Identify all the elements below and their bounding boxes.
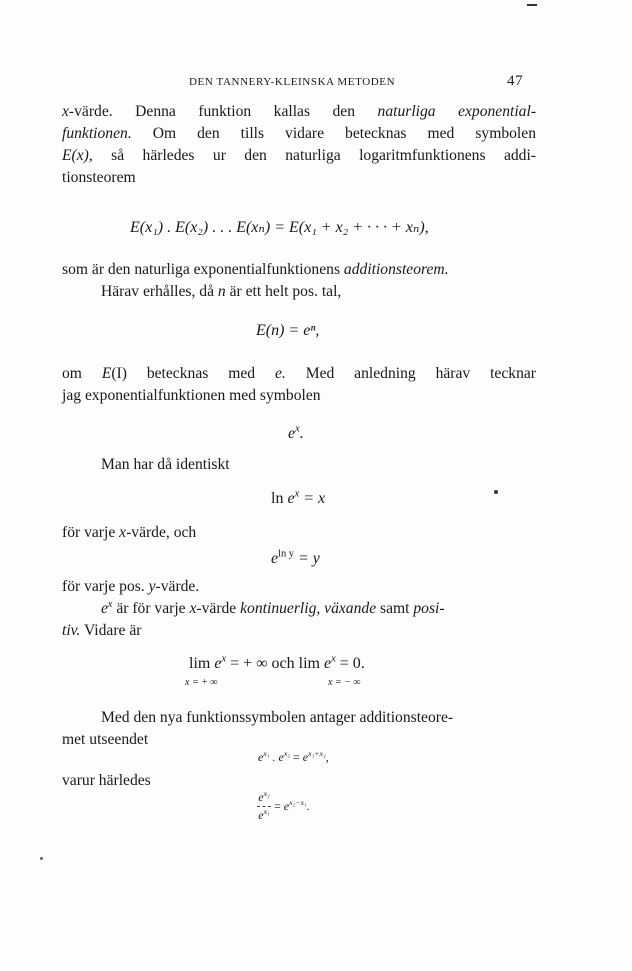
text: Härav erhålles, då <box>101 283 218 300</box>
equals: = <box>290 750 303 764</box>
equation-ex <box>288 425 304 443</box>
top-edge-mark <box>527 4 537 6</box>
paragraph-2-line-2 <box>101 281 575 303</box>
paragraph-1-line-2 <box>62 123 536 145</box>
corner-speck <box>40 857 43 860</box>
equation-product <box>258 750 329 765</box>
text: (I) betecknas med <box>111 365 275 382</box>
equation-limits <box>189 655 365 673</box>
base: e <box>302 750 309 764</box>
base: e <box>214 655 222 672</box>
text: samt <box>376 600 414 617</box>
paragraph-1-line-4: tionsteorem <box>62 169 136 186</box>
base: e <box>258 790 264 804</box>
base: e <box>323 655 332 672</box>
rhs: = 0. <box>335 655 365 672</box>
header-title: DEN TANNERY-KLEINSKA METODEN <box>189 76 396 88</box>
exponent: x₁ <box>263 749 270 758</box>
text: -värde <box>196 600 241 617</box>
exponent: x <box>295 423 300 435</box>
text: så härledes ur den naturliga logaritmfunktionens addi- <box>92 147 536 164</box>
base: e <box>258 808 264 822</box>
text: för varje pos. <box>62 578 149 595</box>
exponent: ln y <box>278 548 294 560</box>
paragraph-9: varur härledes <box>62 772 151 789</box>
lim: lim <box>189 655 215 672</box>
text: är ett helt pos. tal, <box>225 283 342 300</box>
base: e <box>278 750 284 764</box>
paragraph-4: Man har då identiskt <box>101 456 230 473</box>
var-y: y <box>148 578 156 595</box>
equation-e-ln-y <box>271 550 320 568</box>
text: Om den tills vidare betecknas med symbolen <box>131 125 536 142</box>
page-number: 47 <box>507 73 524 89</box>
exponent: x₁ <box>263 807 270 816</box>
base: e <box>288 425 296 442</box>
exponent: x <box>294 488 300 500</box>
tail: . <box>306 799 310 813</box>
ink-speck <box>494 490 498 494</box>
paragraph-3-line-2: jag exponentialfunktionen med symbolen <box>62 387 321 404</box>
text: är för varje <box>112 600 190 617</box>
equation-En: E(n) = eⁿ, <box>256 322 320 339</box>
paragraph-7-line-1 <box>101 598 536 620</box>
equals: = <box>271 799 284 813</box>
var-n: n <box>217 283 226 300</box>
paragraph-3-line-1 <box>62 363 536 385</box>
exponent: x <box>107 598 113 610</box>
text: som är den naturliga exponentialfunktionens <box>62 261 344 278</box>
base: e <box>287 490 295 507</box>
rhs: = y <box>294 550 320 567</box>
text: Vidare är <box>80 622 142 639</box>
base: e <box>258 750 264 764</box>
text: -värde. <box>155 578 200 595</box>
emphasis: naturliga exponential- <box>377 103 537 120</box>
denominator <box>257 808 271 823</box>
exponent: x₂ <box>283 749 290 758</box>
exponent: x₂−x₁ <box>289 798 307 807</box>
limit-subscript-2: x = − ∞ <box>328 677 361 688</box>
text: för varje <box>62 524 120 541</box>
tail: . <box>299 425 304 442</box>
var-x: x <box>119 524 127 541</box>
equation-ln-ex <box>271 490 325 508</box>
base: e <box>283 799 290 813</box>
emphasis: kontinuerlig, växande <box>240 600 377 617</box>
text: -värde. Denna funktion kallas den <box>68 103 378 120</box>
text: -värde, och <box>126 524 197 541</box>
emphasis: tiv. <box>62 622 81 639</box>
paragraph-1-line-1 <box>62 101 536 123</box>
numerator <box>257 790 271 805</box>
exponent: x <box>221 653 227 665</box>
symbol-e: e <box>101 600 108 617</box>
emphasis: posi- <box>413 600 445 617</box>
text: om <box>62 365 102 382</box>
base: e <box>271 550 279 567</box>
emphasis: additionsteorem. <box>343 261 449 278</box>
paragraph-6 <box>62 576 536 598</box>
paragraph-8-line-1: Med den nya funktionssymbolen antager additionsteore- <box>101 709 454 726</box>
paragraph-7-line-2 <box>62 620 536 642</box>
equation-quotient <box>257 790 310 823</box>
emphasis: funktionen. <box>62 125 132 142</box>
equation-addition-theorem <box>130 217 429 237</box>
symbol-E: E <box>101 365 112 382</box>
exponent: x₁+x₂ <box>308 749 326 758</box>
fraction <box>257 790 271 823</box>
tail: , <box>325 750 329 764</box>
paragraph-5 <box>62 522 536 544</box>
mid: = + ∞ och lim <box>226 655 324 672</box>
eq1-rhs: = E(x₁ + x₂ + · · · + xₙ), <box>274 219 429 236</box>
symbol-Ex: E(x), <box>62 147 93 164</box>
limit-subscript-1: x = + ∞ <box>185 677 218 688</box>
exponent: x₂ <box>263 789 270 798</box>
sep: . <box>269 750 279 764</box>
exponent: x <box>331 653 336 665</box>
var-x: x <box>62 103 69 120</box>
paragraph-8-line-2: met utseendet <box>62 731 149 748</box>
paragraph-1-line-3 <box>62 145 536 167</box>
rhs: = x <box>299 490 326 507</box>
ln: ln <box>271 490 288 507</box>
symbol-e: e. <box>274 365 286 382</box>
paragraph-2-line-1 <box>62 259 536 281</box>
eq1-lhs: E(x₁) . E(x₂) . . . E(xₙ) <box>130 219 271 236</box>
text: Med anledning härav tecknar <box>285 365 536 382</box>
var-x: x <box>189 600 197 617</box>
